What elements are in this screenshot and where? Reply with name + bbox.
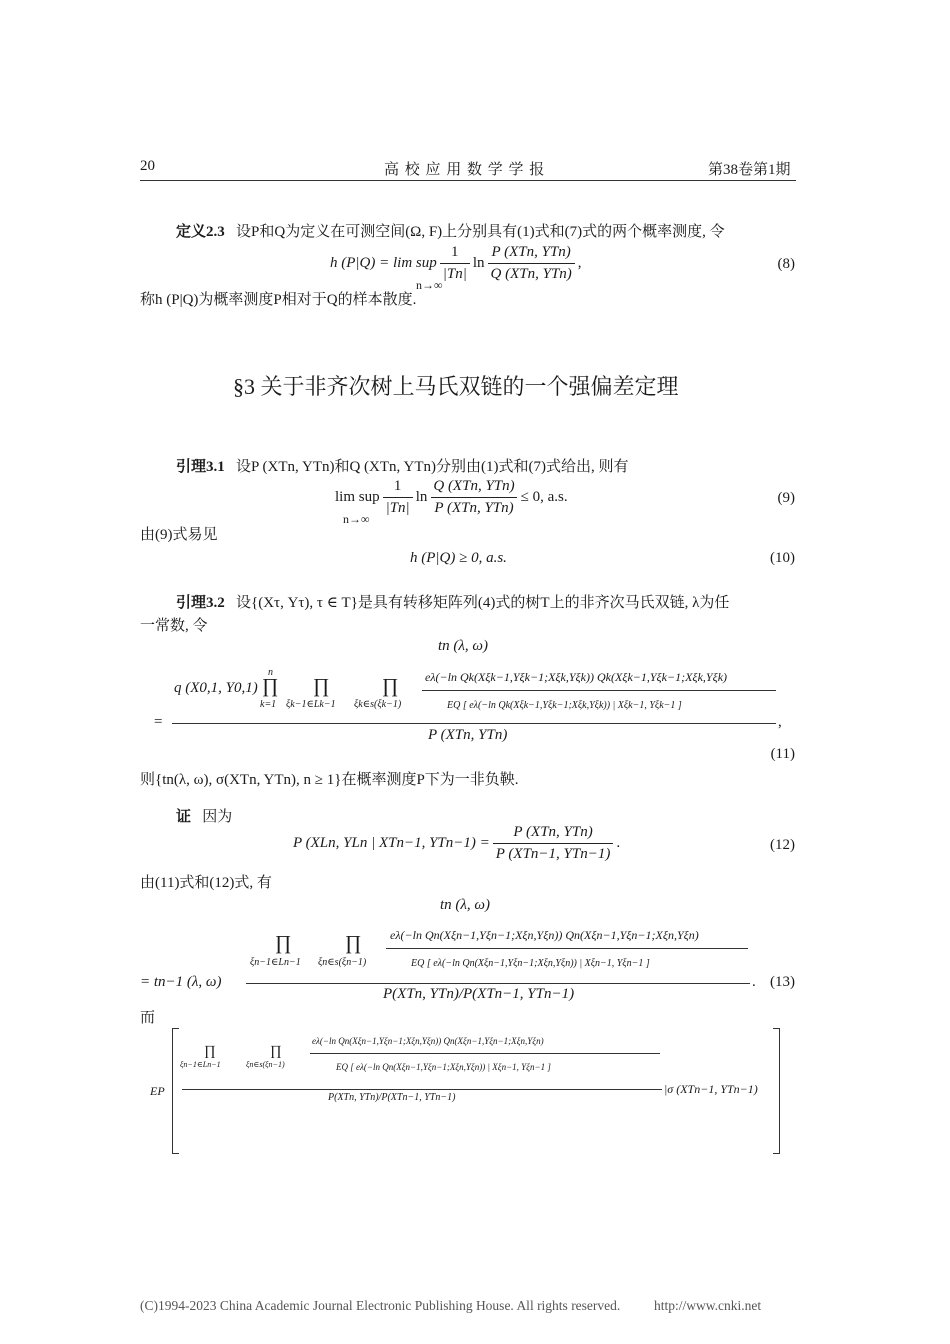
eq12-number: (12) xyxy=(770,837,795,853)
eq11-prod1-top: n xyxy=(268,667,273,678)
eq14-main-rule xyxy=(182,1089,662,1090)
eq14-inner-rule xyxy=(310,1053,660,1054)
eq13-period: . xyxy=(752,974,756,990)
eq9-ratio-num: Q (XTn, YTn) xyxy=(433,478,515,494)
eq8-lhs: h (P|Q) = lim sup xyxy=(330,255,437,271)
eq14-den: P(XTn, YTn)/P(XTn−1, YTn−1) xyxy=(328,1092,456,1103)
eq14-prod2-bottom: ξn∈s(ξn−1) xyxy=(246,1060,285,1069)
eq13-main-rule xyxy=(246,983,750,984)
eq8-frac-num: 1 xyxy=(451,244,459,260)
lemma-3-2-text: 设{(Xτ, Yτ), τ ∈ T}是具有转移矩阵列(4)式的树T上的非齐次马氏双链, λ为任 xyxy=(236,595,730,611)
eq11-prod3-bottom: ξk∈s(ξk−1) xyxy=(354,699,402,710)
eq11-q: q (X0,1, Y0,1) xyxy=(174,680,258,696)
lemma-3-1-text: 设P (XTn, YTn)和Q (XTn, YTn)分别由(1)式和(7)式给出, 则有 xyxy=(236,459,629,475)
definition-line xyxy=(176,220,725,241)
eq14-left-bracket xyxy=(172,1028,179,1154)
lemma-3-2-line xyxy=(176,591,729,612)
eq11-prod1: ∏ xyxy=(262,675,279,697)
equation-8: h (P|Q) = lim sup n→∞ $\frac{1}{|Tn|}$ ln $\frac{\text{P (XTn, YTn)}}{\text{Q (XTn, YTn)}}$ , xyxy=(330,244,582,292)
proof-after-12: 由(11)式和(12)式, 有 xyxy=(140,875,272,891)
definition-after: 称h (P|Q)为概率测度P相对于Q的样本散度. xyxy=(140,292,417,308)
equation-12: P (XLn, YLn | XTn−1, YTn−1) = $\frac{\text{P (XTn, YTn)}}{\text{P (XTn−1, YTn−1)}}$ . xyxy=(293,824,621,862)
proof-after-13: 而 xyxy=(140,1010,156,1026)
eq13-prod1: ∏ xyxy=(275,932,292,954)
eq8-ratio xyxy=(488,244,575,283)
eq12-num: P (XTn, YTn) xyxy=(513,824,593,840)
proof-label: 证 xyxy=(176,809,192,825)
eq13-den: P(XTn, YTn)/P(XTn−1, YTn−1) xyxy=(383,986,575,1002)
eq8-limit: n→∞ xyxy=(416,278,443,292)
lemma-3-2-after: 则{tn(λ, ω), σ(XTn, YTn), n ≥ 1}在概率测度P下为一非负鞅. xyxy=(140,772,519,788)
definition-text: 设P和Q为定义在可测空间(Ω, F)上分别具有(1)式和(7)式的两个概率测度, 令 xyxy=(236,224,725,240)
eq13-prod1-bottom: ξn−1∈Ln−1 xyxy=(250,957,301,968)
eq10-number: (10) xyxy=(770,550,795,566)
eq9-ratio-den: P (XTn, YTn) xyxy=(431,497,516,517)
eq11-main-den: P (XTn, YTn) xyxy=(428,727,508,743)
eq8-frac-den: |Tn| xyxy=(440,263,470,283)
header-rule xyxy=(140,180,796,181)
proof-line xyxy=(176,805,232,826)
eq9-limit: n→∞ xyxy=(343,512,370,526)
eq9-frac-den: |Tn| xyxy=(383,497,413,517)
eq11-exp-den: EQ [ eλ(−ln Qk(Xξk−1,Yξk−1;Xξk,Yξk)) | Xξk−1, Yξk−1 ] xyxy=(447,700,682,711)
eq14-lhs: EP xyxy=(150,1084,165,1098)
eq11-exp-num: eλ(−ln Qk(Xξk−1,Yξk−1;Xξk,Yξk)) Qk(Xξk−1,Yξk−1;Xξk,Yξk) xyxy=(425,670,728,684)
eq11-prod1-bottom: k=1 xyxy=(260,699,277,710)
eq14-exp-den: EQ [ eλ(−ln Qn(Xξn−1,Yξn−1;Xξn,Yξn)) | Xξn−1, Yξn−1 ] xyxy=(336,1062,551,1072)
eq11-prod3: ∏ xyxy=(382,675,399,697)
eq13-prod2-bottom: ξn∈s(ξn−1) xyxy=(318,957,367,968)
page-number: 20 xyxy=(140,158,155,174)
eq13-exp-den: EQ [ eλ(−ln Qn(Xξn−1,Yξn−1;Xξn,Yξn)) | Xξn−1, Yξn−1 ] xyxy=(411,958,650,969)
eq8-ratio-den: Q (XTn, YTn) xyxy=(488,263,575,283)
eq11-prod2-bottom: ξk−1∈Lk−1 xyxy=(286,699,336,710)
eq9-lhs: lim sup xyxy=(335,489,380,505)
eq11-prod2: ∏ xyxy=(313,675,330,697)
eq13-exp-num: eλ(−ln Qn(Xξn−1,Yξn−1;Xξn,Yξn)) Qn(Xξn−1,Yξn−1;Xξn,Yξn) xyxy=(390,928,699,942)
eq13-inner-rule xyxy=(386,948,748,949)
eq13-top: tn (λ, ω) xyxy=(440,897,490,913)
lemma-3-1-line xyxy=(176,455,628,476)
eq12-fraction xyxy=(493,824,614,863)
lemma-3-2-label: 引理3.2 xyxy=(176,595,225,611)
eq9-number: (9) xyxy=(777,490,795,506)
eq14-prod2: ∏ xyxy=(270,1044,282,1059)
eq13-number: (13) xyxy=(770,974,795,990)
eq11-equals: = xyxy=(154,714,163,730)
footer-url[interactable]: http://www.cnki.net xyxy=(654,1298,762,1313)
lemma-3-2-line2: 一常数, 令 xyxy=(140,618,208,634)
eq9-frac-num: 1 xyxy=(393,478,402,494)
equation-9 xyxy=(335,478,568,526)
issue-label: 第38卷第1期 xyxy=(708,162,791,178)
eq11-inner-rule xyxy=(422,690,776,691)
eq13-lhs: = tn−1 (λ, ω) xyxy=(140,974,222,990)
lemma-3-1-after: 由(9)式易见 xyxy=(140,527,218,543)
eq13-prod2: ∏ xyxy=(345,932,362,954)
eq12-lhs: P (XLn, YLn | XTn−1, YTn−1) = xyxy=(293,835,490,851)
footer-copyright: (C)1994-2023 China Academic Journal Electronic Publishing House. All rights reserved. xyxy=(140,1298,621,1313)
eq8-ratio-num: P (XTn, YTn) xyxy=(491,244,571,260)
proof-text: 因为 xyxy=(202,809,233,825)
eq11-number: (11) xyxy=(770,746,795,762)
eq11-main-rule xyxy=(172,723,776,724)
equation-10: h (P|Q) ≥ 0, a.s. xyxy=(410,550,507,566)
eq11-comma: , xyxy=(778,714,782,730)
eq9-ln: ln xyxy=(415,489,428,505)
eq14-prod1-bottom: ξn−1∈Ln−1 xyxy=(180,1060,221,1069)
eq12-den: P (XTn−1, YTn−1) xyxy=(493,843,614,863)
eq14-prod1: ∏ xyxy=(204,1044,216,1059)
eq11-top: tn (λ, ω) xyxy=(438,638,488,654)
eq9-ratio xyxy=(430,478,517,517)
eq14-exp-num: eλ(−ln Qn(Xξn−1,Yξn−1;Xξn,Yξn)) Qn(Xξn−1,Yξn−1;Xξn,Yξn) xyxy=(312,1036,544,1046)
eq14-cond: |σ (XTn−1, YTn−1) xyxy=(664,1082,758,1096)
lemma-3-1-label: 引理3.1 xyxy=(176,459,225,475)
definition-label: 定义2.3 xyxy=(176,224,225,240)
eq14-right-bracket xyxy=(773,1028,780,1154)
eq8-ln: ln xyxy=(472,255,485,271)
section-title: §3 关于非齐次树上马氏双链的一个强偏差定理 xyxy=(233,374,679,399)
eq9-rhs: ≤ 0, a.s. xyxy=(520,489,568,505)
eq8-number: (8) xyxy=(777,256,795,272)
eq8-fraction xyxy=(440,244,470,283)
eq9-fraction xyxy=(383,478,413,517)
journal-title: 高 校 应 用 数 学 学 报 xyxy=(384,162,546,178)
